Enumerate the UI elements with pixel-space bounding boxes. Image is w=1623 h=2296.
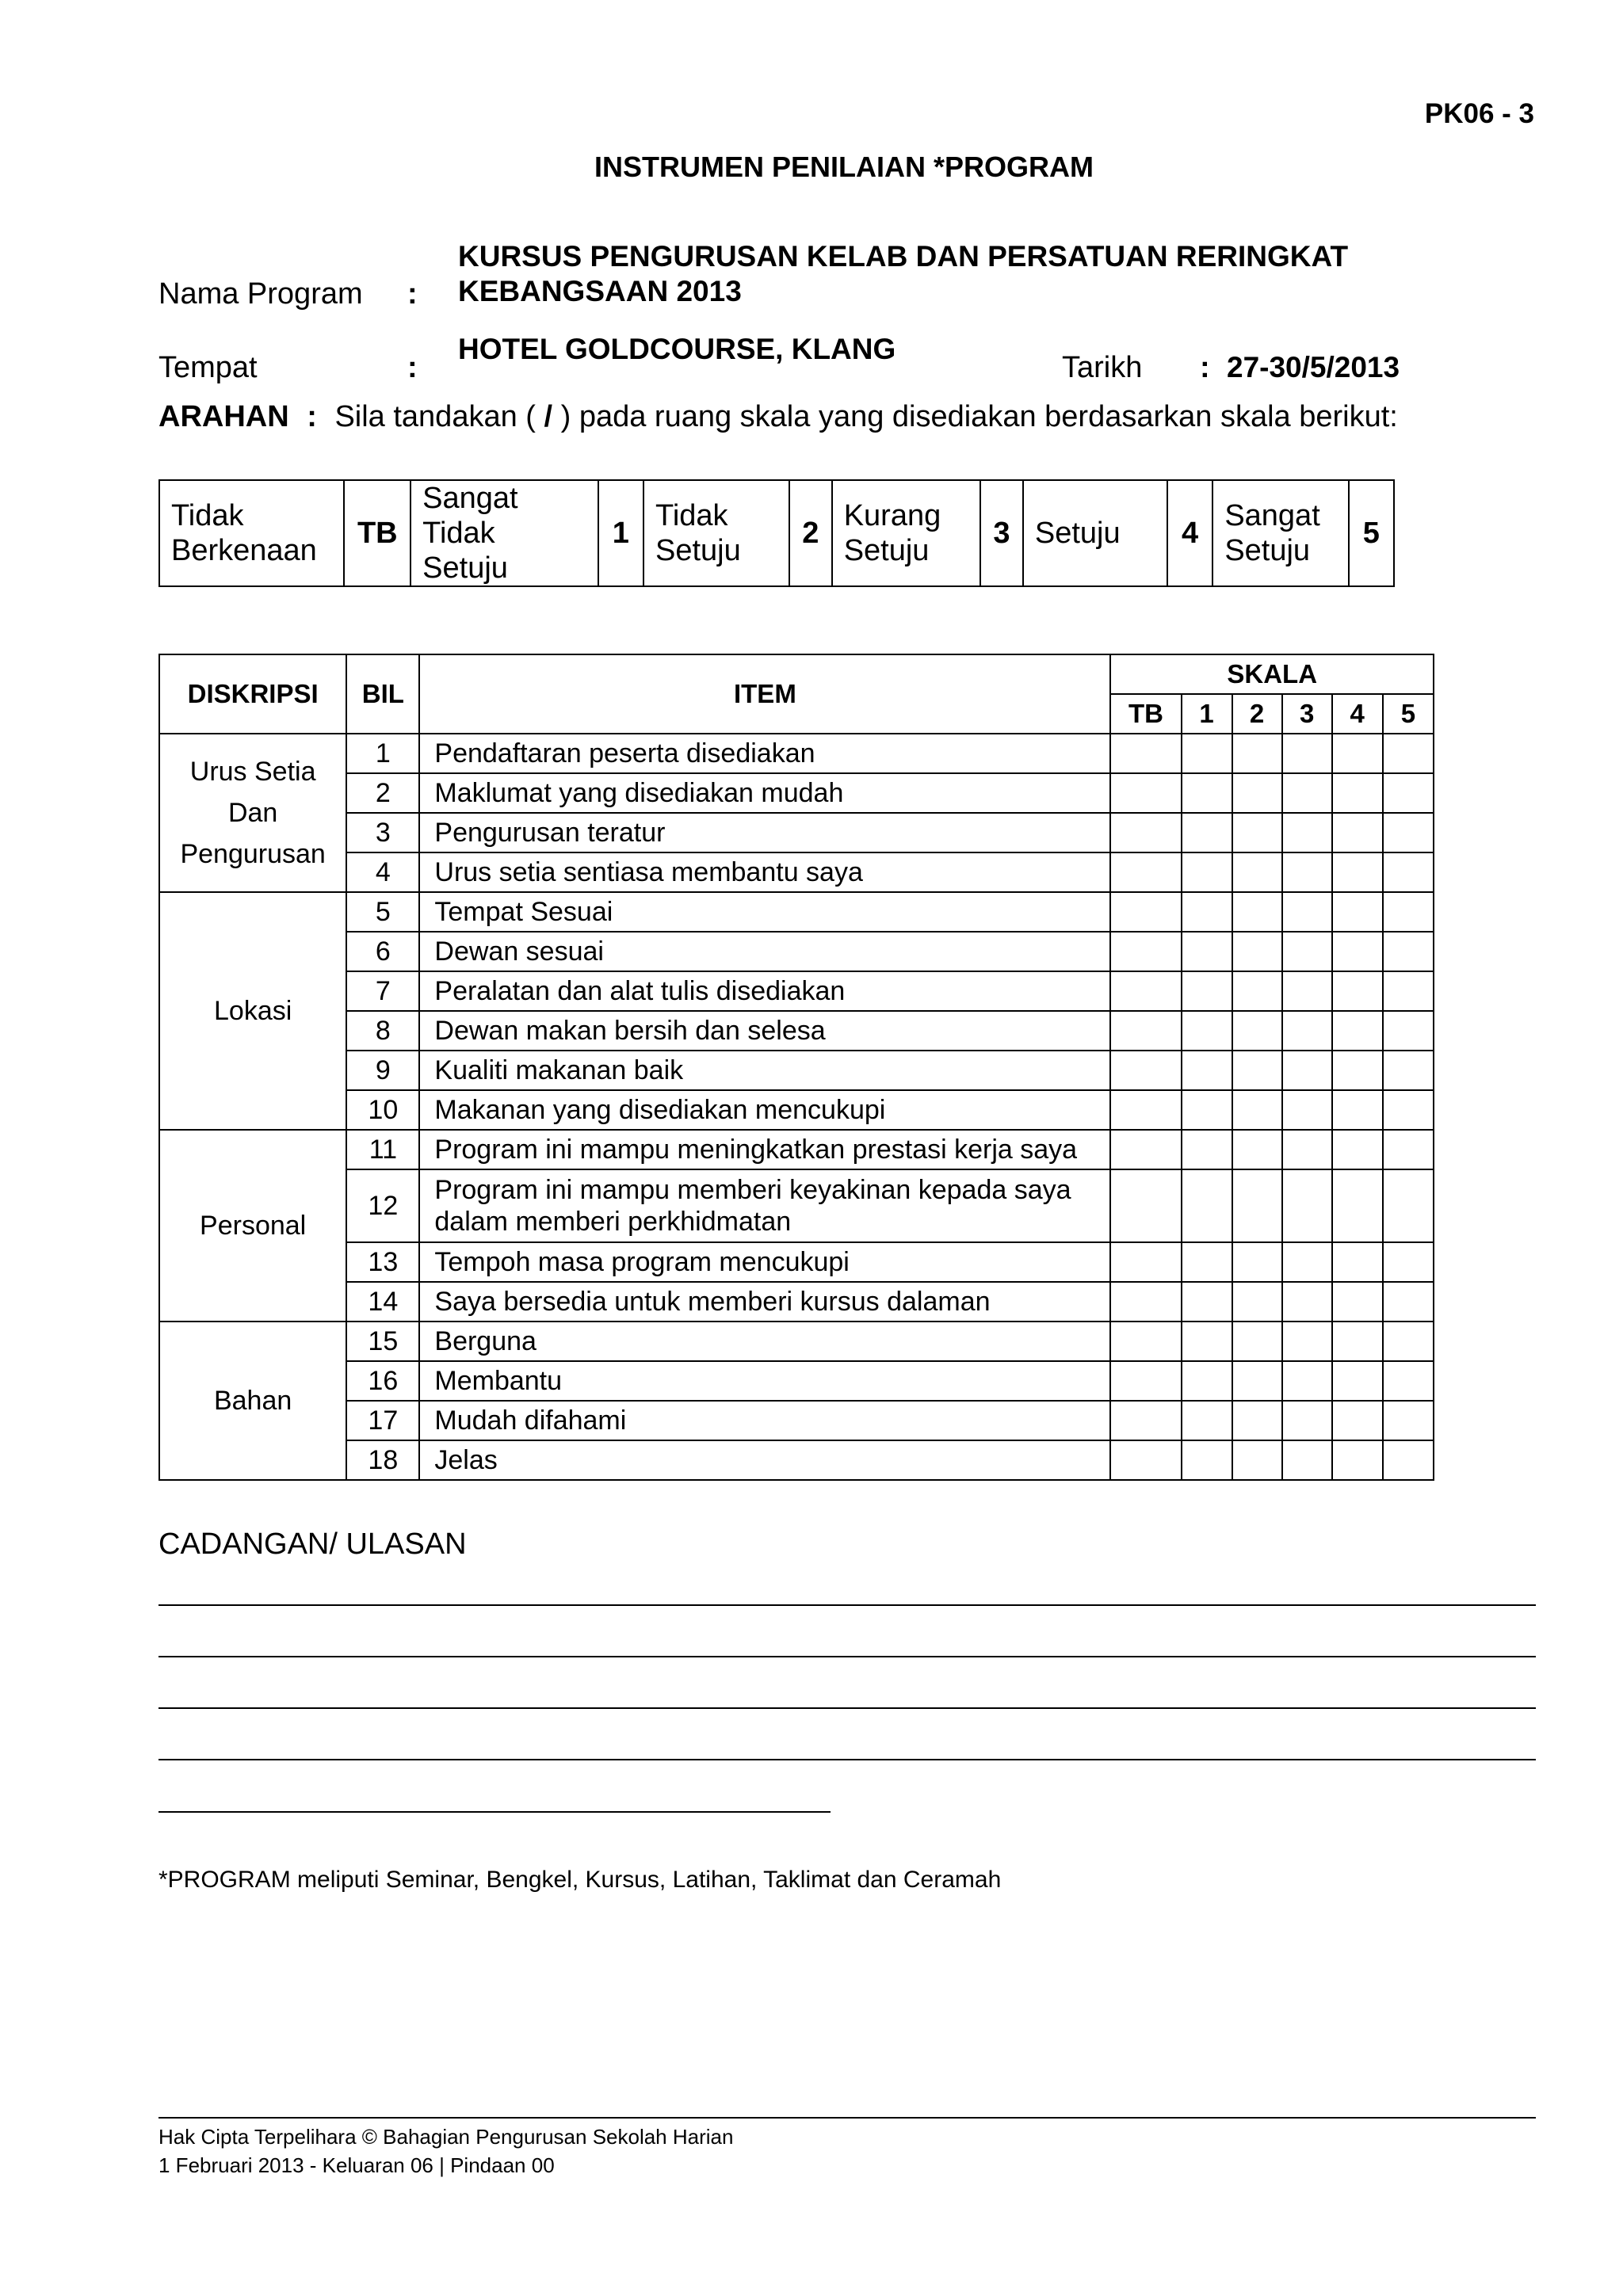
group-label-line: Bahan <box>213 1386 292 1416</box>
scale-cell-tb[interactable] <box>1110 1282 1181 1322</box>
scale-cell-4[interactable] <box>1332 892 1383 932</box>
scale-cell-5[interactable] <box>1383 1401 1434 1440</box>
table-row <box>159 1169 1434 1242</box>
cadangan-label: CADANGAN/ ULASAN <box>158 1527 467 1561</box>
scale-cell-3[interactable] <box>1282 1130 1332 1169</box>
scale-cell-4[interactable] <box>1332 1401 1383 1440</box>
scale-cell-2[interactable] <box>1232 1401 1282 1440</box>
arahan-mark: / <box>544 400 553 433</box>
item-number: 12 <box>346 1169 419 1242</box>
instruction-line <box>158 400 1398 434</box>
scale-cell-1[interactable] <box>1182 1051 1232 1090</box>
item-text <box>419 1169 1110 1242</box>
item-text <box>419 1322 1110 1361</box>
page-title: INSTRUMEN PENILAIAN *PROGRAM <box>594 151 1094 183</box>
group-label <box>159 892 346 1130</box>
scale-cell-3[interactable] <box>1282 932 1332 971</box>
scale-cell-tb[interactable] <box>1110 1169 1181 1242</box>
table-row <box>159 852 1434 892</box>
nama-program-value-line2: KEBANGSAAN 2013 <box>458 275 742 307</box>
scale-legend-row <box>159 480 1394 586</box>
scale-cell-1[interactable] <box>1182 1401 1232 1440</box>
scale-cell-tb[interactable] <box>1110 932 1181 971</box>
scale-cell-1[interactable] <box>1182 1011 1232 1051</box>
scale-cell-2[interactable] <box>1232 1242 1282 1282</box>
group-label <box>159 1130 346 1322</box>
scale-cell-3[interactable] <box>1282 852 1332 892</box>
scale-cell-1[interactable] <box>1182 773 1232 813</box>
scale-cell-1[interactable] <box>1182 1090 1232 1130</box>
scale-cell-5[interactable] <box>1383 1051 1434 1090</box>
scale-cell-2[interactable] <box>1232 971 1282 1011</box>
scale-cell-4[interactable] <box>1332 1090 1383 1130</box>
scale-cell-3[interactable] <box>1282 1282 1332 1322</box>
scale-legend-code-5: 5 <box>1349 480 1394 586</box>
table-row <box>159 1130 1434 1169</box>
header-skala: SKALA <box>1110 654 1434 694</box>
scale-legend-code-2: 2 <box>789 480 832 586</box>
item-text <box>419 813 1110 852</box>
scale-cell-2[interactable] <box>1232 773 1282 813</box>
scale-cell-tb[interactable] <box>1110 892 1181 932</box>
scale-cell-4[interactable] <box>1332 852 1383 892</box>
scale-cell-3[interactable] <box>1282 1242 1332 1282</box>
scale-legend-code-tb: TB <box>344 480 411 586</box>
evaluation-table <box>158 654 1434 1481</box>
scale-cell-tb[interactable] <box>1110 1440 1181 1480</box>
item-text-line: dalam memberi perkhidmatan <box>434 1207 792 1237</box>
tempat-label: Tempat <box>158 351 258 384</box>
header-item: ITEM <box>419 654 1110 734</box>
tempat-colon: : <box>407 351 418 384</box>
header-diskripsi: DISKRIPSI <box>159 654 346 734</box>
scale-cell-tb[interactable] <box>1110 813 1181 852</box>
scale-cell-5[interactable] <box>1383 1090 1434 1130</box>
scale-cell-5[interactable] <box>1383 734 1434 773</box>
scale-cell-tb[interactable] <box>1110 1242 1181 1282</box>
scale-cell-5[interactable] <box>1383 1361 1434 1401</box>
item-text <box>419 1440 1110 1480</box>
scale-cell-5[interactable] <box>1383 1011 1434 1051</box>
scale-cell-1[interactable] <box>1182 1322 1232 1361</box>
item-text <box>419 734 1110 773</box>
scale-cell-5[interactable] <box>1383 1440 1434 1480</box>
scale-cell-4[interactable] <box>1332 1242 1383 1282</box>
scale-cell-2[interactable] <box>1232 892 1282 932</box>
scale-cell-tb[interactable] <box>1110 852 1181 892</box>
scale-cell-2[interactable] <box>1232 734 1282 773</box>
scale-cell-tb[interactable] <box>1110 1011 1181 1051</box>
table-row <box>159 1090 1434 1130</box>
scale-cell-4[interactable] <box>1332 971 1383 1011</box>
item-text <box>419 932 1110 971</box>
group-label-line: Urus Setia <box>189 757 316 787</box>
item-text-line: Maklumat yang disediakan mudah <box>434 778 844 808</box>
table-body <box>159 734 1434 1480</box>
arahan-colon: : <box>307 400 317 433</box>
scale-cell-4[interactable] <box>1332 1130 1383 1169</box>
scale-cell-2[interactable] <box>1232 1090 1282 1130</box>
scale-cell-5[interactable] <box>1383 852 1434 892</box>
scale-legend-table <box>158 479 1395 587</box>
group-label <box>159 1322 346 1480</box>
comment-line-2[interactable] <box>158 1656 1536 1657</box>
scale-cell-tb[interactable] <box>1110 1401 1181 1440</box>
scale-cell-3[interactable] <box>1282 1011 1332 1051</box>
scale-cell-1[interactable] <box>1182 1242 1232 1282</box>
table-row <box>159 1440 1434 1480</box>
scale-cell-tb[interactable] <box>1110 1361 1181 1401</box>
item-text <box>419 1282 1110 1322</box>
nama-program-label: Nama Program <box>158 277 363 311</box>
item-number: 17 <box>346 1401 419 1440</box>
scale-cell-3[interactable] <box>1282 773 1332 813</box>
item-text <box>419 1242 1110 1282</box>
table-row <box>159 1401 1434 1440</box>
item-number: 2 <box>346 773 419 813</box>
scale-cell-tb[interactable] <box>1110 971 1181 1011</box>
scale-cell-2[interactable] <box>1232 1282 1282 1322</box>
table-row <box>159 1242 1434 1282</box>
scale-cell-tb[interactable] <box>1110 1322 1181 1361</box>
table-row <box>159 932 1434 971</box>
scale-cell-5[interactable] <box>1383 773 1434 813</box>
scale-cell-tb[interactable] <box>1110 734 1181 773</box>
item-number: 18 <box>346 1440 419 1480</box>
table-row <box>159 1051 1434 1090</box>
scale-cell-4[interactable] <box>1332 1051 1383 1090</box>
header-scale-3: 3 <box>1282 694 1332 734</box>
nama-program-value-line1: KURSUS PENGURUSAN KELAB DAN PERSATUAN RERINGKAT <box>458 240 1349 273</box>
scale-cell-4[interactable] <box>1332 1440 1383 1480</box>
scale-cell-1[interactable] <box>1182 1440 1232 1480</box>
item-text-line: Saya bersedia untuk memberi kursus dalaman <box>434 1287 991 1317</box>
scale-cell-5[interactable] <box>1383 1130 1434 1169</box>
scale-cell-2[interactable] <box>1232 1169 1282 1242</box>
item-number: 6 <box>346 932 419 971</box>
item-number: 11 <box>346 1130 419 1169</box>
item-number: 5 <box>346 892 419 932</box>
item-text-line: Pendaftaran peserta disediakan <box>434 738 815 769</box>
group-label-line: Dan <box>227 798 278 828</box>
header-row-1 <box>159 654 1434 694</box>
scale-cell-tb[interactable] <box>1110 1130 1181 1169</box>
item-text <box>419 1090 1110 1130</box>
table-row <box>159 813 1434 852</box>
scale-cell-3[interactable] <box>1282 1440 1332 1480</box>
scale-cell-1[interactable] <box>1182 1130 1232 1169</box>
scale-cell-5[interactable] <box>1383 1322 1434 1361</box>
scale-cell-2[interactable] <box>1232 852 1282 892</box>
scale-cell-4[interactable] <box>1332 734 1383 773</box>
scale-cell-3[interactable] <box>1282 1090 1332 1130</box>
item-text-line: Program ini mampu meningkatkan prestasi kerja saya <box>434 1135 1078 1165</box>
comment-line-5[interactable] <box>158 1811 831 1813</box>
scale-cell-1[interactable] <box>1182 971 1232 1011</box>
scale-cell-3[interactable] <box>1282 734 1332 773</box>
table-row <box>159 892 1434 932</box>
scale-cell-5[interactable] <box>1383 1282 1434 1322</box>
scale-cell-3[interactable] <box>1282 1169 1332 1242</box>
scale-cell-1[interactable] <box>1182 734 1232 773</box>
scale-cell-2[interactable] <box>1232 1130 1282 1169</box>
scale-cell-4[interactable] <box>1332 932 1383 971</box>
item-text-line: Membantu <box>434 1366 563 1396</box>
scale-cell-tb[interactable] <box>1110 773 1181 813</box>
scale-cell-4[interactable] <box>1332 773 1383 813</box>
program-footnote: *PROGRAM meliputi Seminar, Bengkel, Kursus, Latihan, Taklimat dan Ceramah <box>158 1867 1002 1893</box>
item-text-line: Kualiti makanan baik <box>434 1055 684 1085</box>
scale-cell-5[interactable] <box>1383 932 1434 971</box>
footer-divider <box>158 2117 1536 2119</box>
header-scale-4: 4 <box>1332 694 1383 734</box>
table-row <box>159 1361 1434 1401</box>
scale-cell-1[interactable] <box>1182 1282 1232 1322</box>
scale-cell-1[interactable] <box>1182 892 1232 932</box>
item-number: 9 <box>346 1051 419 1090</box>
item-text-line: Pengurusan teratur <box>434 818 666 848</box>
item-text <box>419 892 1110 932</box>
scale-cell-5[interactable] <box>1383 892 1434 932</box>
scale-cell-2[interactable] <box>1232 813 1282 852</box>
item-number: 13 <box>346 1242 419 1282</box>
table-row <box>159 971 1434 1011</box>
table-row <box>159 734 1434 773</box>
item-text <box>419 852 1110 892</box>
tarikh-value: 27-30/5/2013 <box>1227 351 1400 383</box>
scale-cell-4[interactable] <box>1332 1169 1383 1242</box>
table-row <box>159 1011 1434 1051</box>
item-number: 8 <box>346 1011 419 1051</box>
scale-cell-5[interactable] <box>1383 1169 1434 1242</box>
item-number: 1 <box>346 734 419 773</box>
scale-legend-label-2: Tidak Setuju <box>643 480 789 586</box>
group-label-line: Personal <box>200 1211 307 1241</box>
item-text <box>419 1401 1110 1440</box>
scale-cell-3[interactable] <box>1282 813 1332 852</box>
scale-cell-4[interactable] <box>1332 813 1383 852</box>
scale-cell-5[interactable] <box>1383 1242 1434 1282</box>
scale-legend-code-3: 3 <box>980 480 1023 586</box>
scale-cell-3[interactable] <box>1282 971 1332 1011</box>
group-label-line: Pengurusan <box>180 839 326 869</box>
scale-legend-label-1: Sangat Tidak Setuju <box>411 480 598 586</box>
scale-cell-2[interactable] <box>1232 1011 1282 1051</box>
nama-program-colon: : <box>407 277 418 311</box>
table-header <box>159 654 1434 734</box>
item-text <box>419 1011 1110 1051</box>
item-text <box>419 971 1110 1011</box>
scale-cell-1[interactable] <box>1182 932 1232 971</box>
scale-cell-4[interactable] <box>1332 1282 1383 1322</box>
scale-cell-1[interactable] <box>1182 852 1232 892</box>
item-text-line: Program ini mampu memberi keyakinan kepada saya <box>434 1175 1071 1205</box>
scale-cell-1[interactable] <box>1182 1169 1232 1242</box>
tempat-value: HOTEL GOLDCOURSE, KLANG <box>458 333 896 365</box>
item-text <box>419 1130 1110 1169</box>
scale-cell-2[interactable] <box>1232 1440 1282 1480</box>
scale-legend-label-5: Sangat Setuju <box>1212 480 1348 586</box>
table-row <box>159 1322 1434 1361</box>
scale-cell-5[interactable] <box>1383 813 1434 852</box>
item-text <box>419 773 1110 813</box>
item-number: 3 <box>346 813 419 852</box>
scale-cell-2[interactable] <box>1232 1322 1282 1361</box>
item-text-line: Peralatan dan alat tulis disediakan <box>434 976 846 1006</box>
header-scale-tb: TB <box>1110 694 1181 734</box>
scale-legend-code-4: 4 <box>1167 480 1212 586</box>
header-bil: BIL <box>346 654 419 734</box>
item-text-line: Dewan sesuai <box>434 936 604 967</box>
item-text-line: Jelas <box>434 1445 498 1475</box>
scale-legend-code-1: 1 <box>598 480 643 586</box>
scale-cell-4[interactable] <box>1332 1361 1383 1401</box>
tarikh-colon: : <box>1200 351 1210 384</box>
group-label-line: Lokasi <box>214 996 292 1026</box>
header-scale-1: 1 <box>1182 694 1232 734</box>
scale-cell-1[interactable] <box>1182 1361 1232 1401</box>
scale-cell-4[interactable] <box>1332 1322 1383 1361</box>
scale-cell-tb[interactable] <box>1110 1090 1181 1130</box>
item-text-line: Berguna <box>434 1326 537 1356</box>
arahan-text-post: ) pada ruang skala yang disediakan berdasarkan skala berikut: <box>552 400 1398 433</box>
item-text <box>419 1051 1110 1090</box>
scale-cell-1[interactable] <box>1182 813 1232 852</box>
scale-cell-2[interactable] <box>1232 932 1282 971</box>
comment-line-3[interactable] <box>158 1707 1536 1709</box>
scale-cell-5[interactable] <box>1383 971 1434 1011</box>
document-code: PK06 - 3 <box>1424 98 1534 129</box>
arahan-text-pre: Sila tandakan ( <box>334 400 544 433</box>
item-text <box>419 1361 1110 1401</box>
item-text-line: Urus setia sentiasa membantu saya <box>434 857 863 887</box>
scale-cell-4[interactable] <box>1332 1011 1383 1051</box>
item-number: 14 <box>346 1282 419 1322</box>
scale-cell-tb[interactable] <box>1110 1051 1181 1090</box>
scale-cell-3[interactable] <box>1282 1322 1332 1361</box>
header-scale-5: 5 <box>1383 694 1434 734</box>
scale-legend-label-3: Kurang Setuju <box>832 480 980 586</box>
scale-cell-3[interactable] <box>1282 1361 1332 1401</box>
footer-version: 1 Februari 2013 - Keluaran 06 | Pindaan 00 <box>158 2153 555 2177</box>
scale-cell-3[interactable] <box>1282 1401 1332 1440</box>
scale-legend-label-4: Setuju <box>1023 480 1167 586</box>
item-number: 15 <box>346 1322 419 1361</box>
table-row <box>159 773 1434 813</box>
scale-legend-label-tb: Tidak Berkenaan <box>159 480 344 586</box>
scale-cell-2[interactable] <box>1232 1361 1282 1401</box>
item-text-line: Makanan yang disediakan mencukupi <box>434 1095 886 1125</box>
scale-cell-3[interactable] <box>1282 1051 1332 1090</box>
group-label <box>159 734 346 892</box>
tarikh-label: Tarikh <box>1062 351 1143 384</box>
item-number: 4 <box>346 852 419 892</box>
footer-copyright: Hak Cipta Terpelihara © Bahagian Pengurusan Sekolah Harian <box>158 2125 734 2149</box>
comment-line-4[interactable] <box>158 1759 1536 1760</box>
item-text-line: Mudah difahami <box>434 1405 627 1436</box>
header-scale-2: 2 <box>1232 694 1282 734</box>
item-text-line: Tempat Sesuai <box>434 897 613 927</box>
item-text-line: Tempoh masa program mencukupi <box>434 1247 850 1277</box>
item-number: 16 <box>346 1361 419 1401</box>
comment-line-1[interactable] <box>158 1604 1536 1606</box>
item-number: 10 <box>346 1090 419 1130</box>
scale-cell-2[interactable] <box>1232 1051 1282 1090</box>
table-row <box>159 1282 1434 1322</box>
scale-cell-3[interactable] <box>1282 892 1332 932</box>
item-number: 7 <box>346 971 419 1011</box>
arahan-label: ARAHAN <box>158 400 289 433</box>
item-text-line: Dewan makan bersih dan selesa <box>434 1016 826 1046</box>
